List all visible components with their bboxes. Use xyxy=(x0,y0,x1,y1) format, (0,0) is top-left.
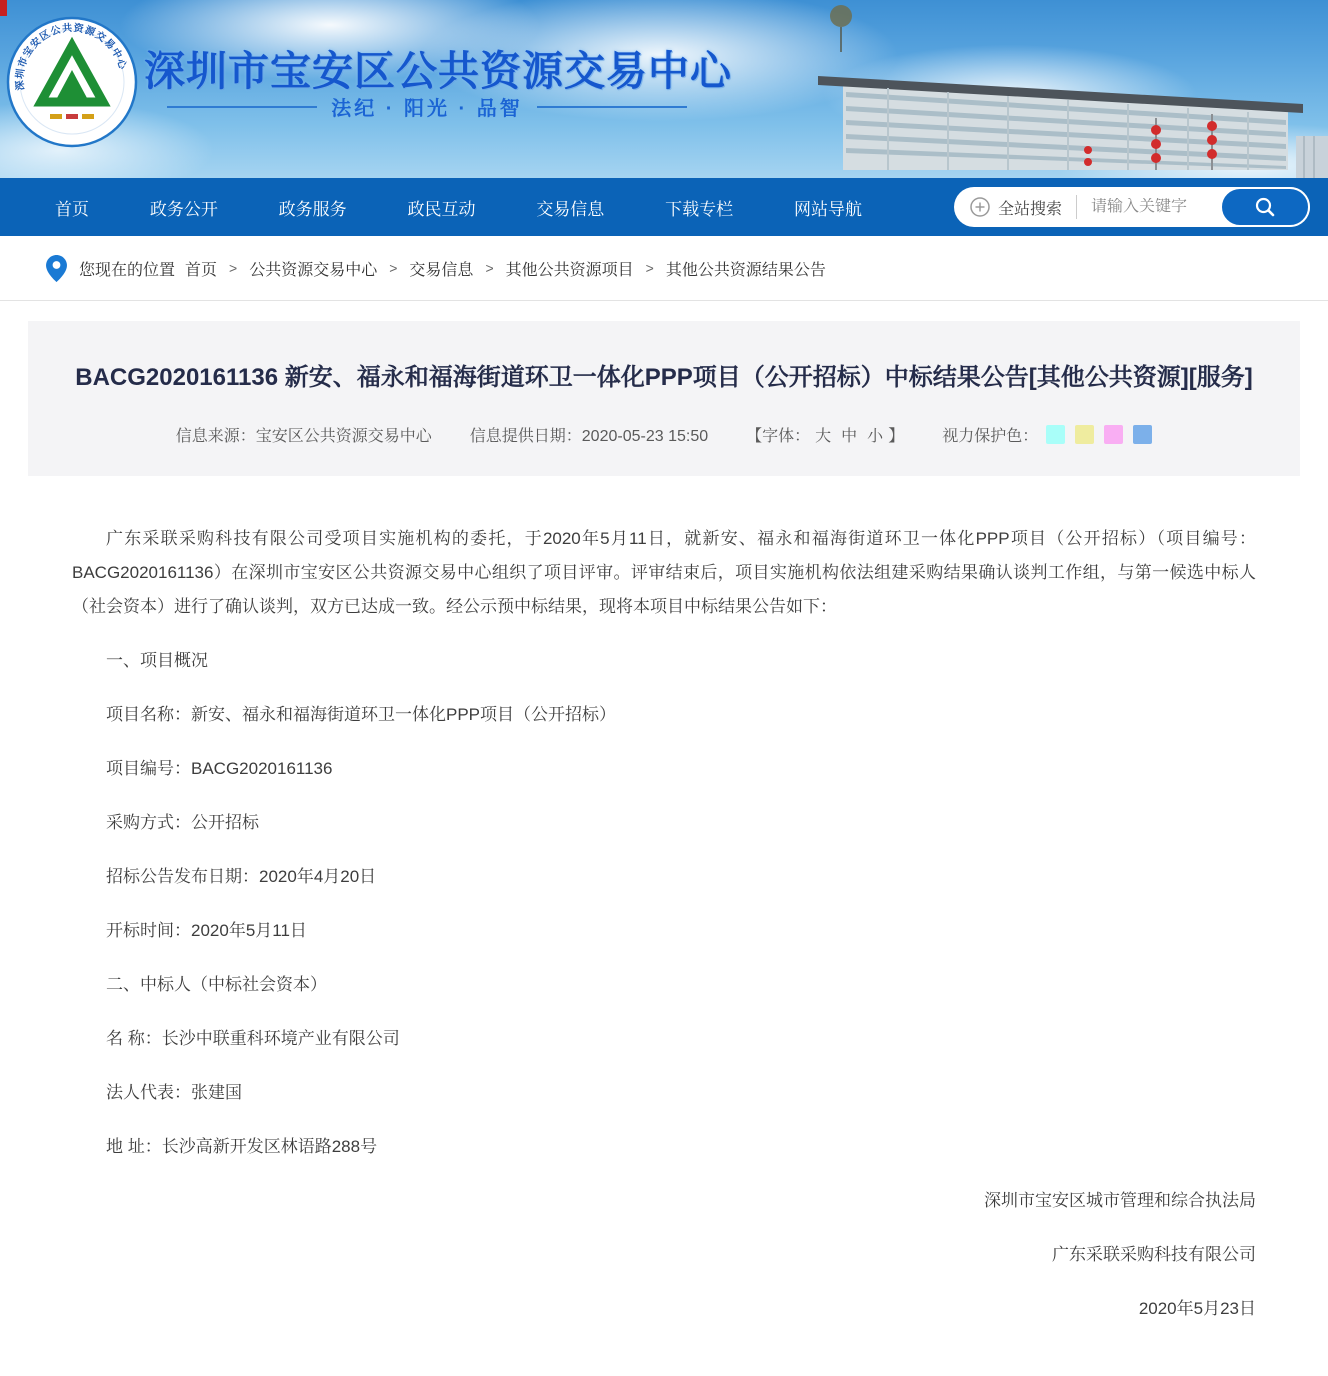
header-banner xyxy=(0,0,1328,178)
article-meta xyxy=(68,423,1260,446)
article-title: BACG2020161136 新安、福永和福海街道环卫一体化PPP项目（公开招标）中标结果公告[其他公共资源][服务] xyxy=(75,364,1253,391)
eye-color-cyan[interactable] xyxy=(1046,425,1065,444)
breadcrumb-separator: > xyxy=(645,260,654,276)
plus-circle-icon xyxy=(970,197,990,217)
eye-protection-control xyxy=(942,423,1152,446)
breadcrumb-item-trade-info[interactable]: 交易信息 xyxy=(409,261,474,279)
intro-paragraph: 广东采联采购科技有限公司受项目实施机构的委托，于2020年5月11日，就新安、福永和福海街道环卫一体化PPP项目（公开招标）（项目编号：BACG2020161136）在深圳市宝安区公共资源交易中心组织了项目评审。评审结束后，项目实施机构依法组建采购结果确认谈判工作组，与第一候选中标人（社会资本）进行了确认谈判，双方已达成一致。经公示预中标结果，现将本项目中标结果公告如下： xyxy=(72,529,1256,616)
breadcrumb-item-home[interactable]: 首页 xyxy=(185,261,218,279)
search-button[interactable] xyxy=(1220,187,1310,227)
svg-text:深圳市宝安区公共资源交易中心: 深圳市宝安区公共资源交易中心 xyxy=(14,22,129,91)
legal-representative-line: 法人代表：张建国 xyxy=(106,1083,242,1102)
bid-opening-date-line: 开标时间：2020年5月11日 xyxy=(106,921,307,940)
slogan-divider-left xyxy=(167,106,317,108)
breadcrumb-item-trading-center[interactable]: 公共资源交易中心 xyxy=(249,261,378,279)
article-header-panel xyxy=(28,321,1300,476)
nav-item-sitemap[interactable]: 网站导航 xyxy=(793,199,862,219)
eye-color-pink[interactable] xyxy=(1104,425,1123,444)
font-size-small-button[interactable]: 小 xyxy=(867,428,884,445)
signature-date: 2020年5月23日 xyxy=(1138,1299,1256,1318)
search-input[interactable] xyxy=(1077,198,1220,216)
eye-color-blue[interactable] xyxy=(1133,425,1152,444)
site-slogan: 法纪 · 阳光 · 品智 xyxy=(331,98,523,120)
breadcrumb-prefix: 您现在的位置 xyxy=(79,261,176,279)
site-search xyxy=(954,187,1310,227)
section-2-heading: 二、中标人（中标社会资本） xyxy=(106,975,327,994)
nav-item-trade-info[interactable]: 交易信息 xyxy=(536,199,605,219)
nav-item-gov-disclosure[interactable]: 政务公开 xyxy=(149,199,218,219)
breadcrumb-separator: > xyxy=(485,260,494,276)
breadcrumb-separator: > xyxy=(229,260,238,276)
info-date: 信息提供日期：2020-05-23 15:50 xyxy=(469,428,709,445)
eye-protection-label: 视力保护色： xyxy=(942,428,1039,445)
breadcrumb-separator: > xyxy=(389,260,398,276)
font-size-label-open: 【字体： xyxy=(746,428,811,445)
breadcrumb-item-other-projects[interactable]: 其他公共资源项目 xyxy=(505,261,634,279)
eye-color-swatches xyxy=(1046,425,1152,444)
font-size-large-button[interactable]: 大 xyxy=(815,428,832,445)
site-logo[interactable] xyxy=(6,16,138,148)
nav-item-civic-interaction[interactable]: 政民互动 xyxy=(407,199,476,219)
main-navbar xyxy=(0,178,1328,236)
magnifier-icon xyxy=(1253,195,1277,219)
nav-item-home[interactable]: 首页 xyxy=(55,199,89,219)
project-number-line: 项目编号：BACG2020161136 xyxy=(106,759,333,778)
location-pin-icon xyxy=(46,255,67,282)
site-title: 深圳市宝安区公共资源交易中心 xyxy=(144,48,732,94)
project-name-line: 项目名称：新安、福永和福海街道环卫一体化PPP项目（公开招标） xyxy=(106,705,617,724)
winner-name-line: 名 称：长沙中联重科环境产业有限公司 xyxy=(106,1029,400,1048)
nav-menu xyxy=(0,178,862,236)
font-size-medium-button[interactable]: 中 xyxy=(841,428,858,445)
site-slogan-row xyxy=(144,92,710,121)
info-source: 信息来源：宝安区公共资源交易中心 xyxy=(175,428,432,445)
eye-color-yellow[interactable] xyxy=(1075,425,1094,444)
article-body xyxy=(28,476,1300,1376)
nav-item-downloads[interactable]: 下载专栏 xyxy=(665,199,734,219)
nav-item-gov-services[interactable]: 政务服务 xyxy=(278,199,347,219)
balloon-decoration xyxy=(828,4,854,54)
breadcrumb xyxy=(0,236,1328,301)
slogan-divider-right xyxy=(537,106,687,108)
signature-agency: 广东采联采购科技有限公司 xyxy=(1052,1245,1256,1264)
search-scope-label[interactable]: 全站搜索 xyxy=(998,200,1063,218)
section-1-heading: 一、项目概况 xyxy=(106,651,208,670)
breadcrumb-item-result-announcements[interactable]: 其他公共资源结果公告 xyxy=(665,261,826,279)
signature-authority: 深圳市宝安区城市管理和综合执法局 xyxy=(984,1191,1256,1210)
address-line: 地 址：长沙高新开发区林语路288号 xyxy=(106,1137,378,1156)
announcement-date-line: 招标公告发布日期：2020年4月20日 xyxy=(106,867,377,886)
building-photo xyxy=(788,38,1328,178)
font-size-label-close: 】 xyxy=(888,428,905,445)
flag-decoration xyxy=(0,0,7,16)
font-size-control xyxy=(746,423,904,446)
procurement-method-line: 采购方式：公开招标 xyxy=(106,813,259,832)
